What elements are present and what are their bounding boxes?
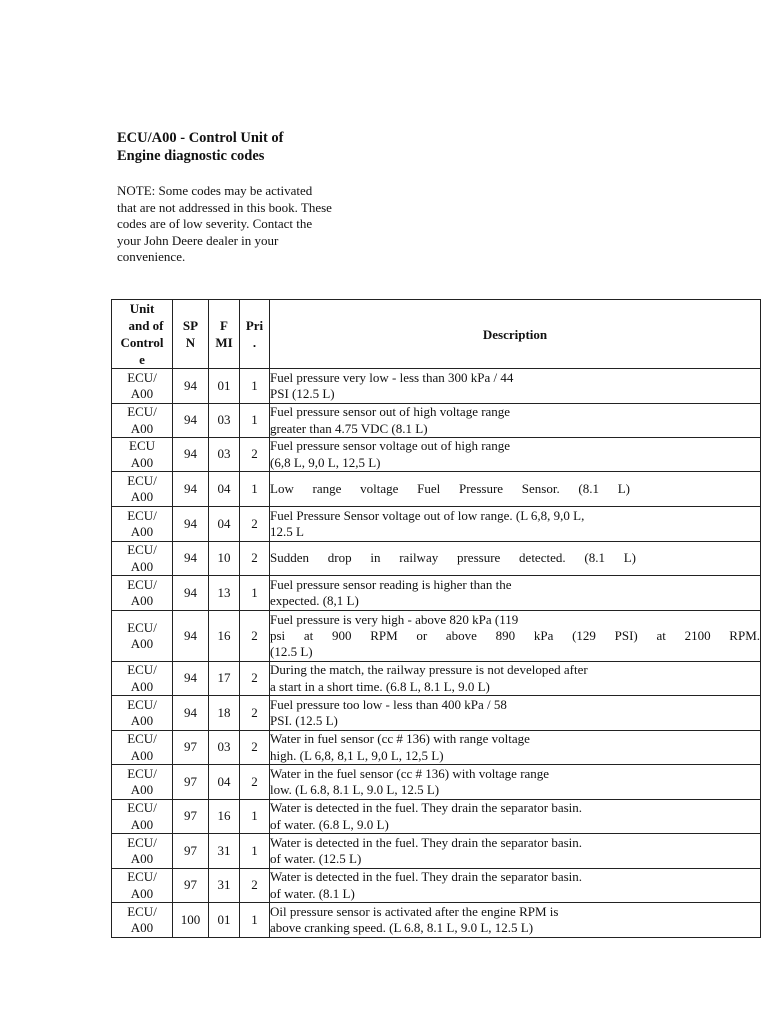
table-row <box>112 869 761 903</box>
description-cell: Fuel pressure sensor voltage out of high range (6,8 L, 9,0 L, 12,5 L) <box>270 438 761 472</box>
description-cell: Fuel pressure very low - less than 300 kPa / 44 PSI (12.5 L) <box>270 369 761 404</box>
fmi-cell: 03 <box>209 404 240 438</box>
priority-cell: 1 <box>240 369 270 404</box>
table-row <box>112 404 761 438</box>
table-row <box>112 800 761 834</box>
table-header-row <box>112 300 761 369</box>
priority-cell: 1 <box>240 834 270 869</box>
priority-cell: 2 <box>240 731 270 765</box>
note-line: codes are of low severity. Contact the <box>117 216 313 232</box>
table-row <box>112 765 761 800</box>
spn-cell: 97 <box>173 731 209 765</box>
column-header-description: Description <box>270 300 761 369</box>
unit-cell: ECU/ A00 <box>112 834 173 869</box>
table-row <box>112 507 761 542</box>
note-line: convenience. <box>117 249 186 265</box>
unit-cell: ECU/ A00 <box>112 765 173 800</box>
fmi-cell: 04 <box>209 472 240 507</box>
fmi-cell: 03 <box>209 731 240 765</box>
note-paragraph <box>117 183 357 266</box>
spn-cell: 94 <box>173 472 209 507</box>
description-cell: Water in fuel sensor (cc # 136) with range voltage high. (L 6,8, 8,1 L, 9,0 L, 12,5 L) <box>270 731 761 765</box>
title-line-2: Engine diagnostic codes <box>117 148 265 164</box>
spn-cell: 94 <box>173 576 209 611</box>
fmi-cell: 13 <box>209 576 240 611</box>
description-cell: Fuel Pressure Sensor voltage out of low range. (L 6,8, 9,0 L, 12.5 L <box>270 507 761 542</box>
unit-cell: ECU/ A00 <box>112 576 173 611</box>
column-header-spn: SP N <box>173 300 209 369</box>
column-header-priority: Pri . <box>240 300 270 369</box>
table-row <box>112 576 761 611</box>
priority-cell: 1 <box>240 903 270 938</box>
spn-cell: 100 <box>173 903 209 938</box>
unit-cell: ECU/ A00 <box>112 611 173 662</box>
note-line: your John Deere dealer in your <box>117 232 279 248</box>
fmi-cell: 04 <box>209 507 240 542</box>
note-line: that are not addressed in this book. These <box>117 199 332 215</box>
spn-cell: 97 <box>173 834 209 869</box>
table-row <box>112 834 761 869</box>
spn-cell: 94 <box>173 662 209 696</box>
description-cell: Fuel pressure is very high - above 820 kPa (119 psi at 900 RPM or above 890 kPa (129 PSI) at 2100 RPM. (12.5 L) <box>270 611 761 662</box>
unit-cell: ECU/ A00 <box>112 404 173 438</box>
spn-cell: 97 <box>173 765 209 800</box>
description-cell: Low range voltage Fuel Pressure Sensor. (8.1 L) <box>270 472 761 507</box>
unit-cell: ECU/ A00 <box>112 800 173 834</box>
priority-cell: 1 <box>240 404 270 438</box>
description-cell: Fuel pressure sensor reading is higher than the expected. (8,1 L) <box>270 576 761 611</box>
spn-cell: 97 <box>173 869 209 903</box>
column-header-fmi: F MI <box>209 300 240 369</box>
fmi-cell: 31 <box>209 834 240 869</box>
spn-cell: 94 <box>173 404 209 438</box>
description-cell: Water is detected in the fuel. They drain the separator basin. of water. (12.5 L) <box>270 834 761 869</box>
unit-cell: ECU/ A00 <box>112 472 173 507</box>
unit-cell: ECU/ A00 <box>112 696 173 731</box>
fmi-cell: 17 <box>209 662 240 696</box>
priority-cell: 1 <box>240 576 270 611</box>
unit-cell: ECU A00 <box>112 438 173 472</box>
unit-cell: ECU/ A00 <box>112 903 173 938</box>
table-row <box>112 662 761 696</box>
fmi-cell: 03 <box>209 438 240 472</box>
priority-cell: 2 <box>240 438 270 472</box>
spn-cell: 97 <box>173 800 209 834</box>
priority-cell: 2 <box>240 869 270 903</box>
priority-cell: 1 <box>240 800 270 834</box>
table-row <box>112 731 761 765</box>
spn-cell: 94 <box>173 542 209 576</box>
page-title <box>117 129 377 165</box>
fmi-cell: 16 <box>209 800 240 834</box>
fmi-cell: 18 <box>209 696 240 731</box>
priority-cell: 2 <box>240 611 270 662</box>
spn-cell: 94 <box>173 507 209 542</box>
table-row <box>112 438 761 472</box>
unit-cell: ECU/ A00 <box>112 731 173 765</box>
fmi-cell: 01 <box>209 369 240 404</box>
title-line-1: ECU/A00 - Control Unit of <box>117 130 284 146</box>
priority-cell: 2 <box>240 765 270 800</box>
spn-cell: 94 <box>173 696 209 731</box>
table-row <box>112 369 761 404</box>
spn-cell: 94 <box>173 438 209 472</box>
priority-cell: 1 <box>240 472 270 507</box>
priority-cell: 2 <box>240 507 270 542</box>
table-row <box>112 696 761 731</box>
description-cell: During the match, the railway pressure is not developed after a start in a short time. (6.8 L, 8.1 L, 9.0 L) <box>270 662 761 696</box>
unit-cell: ECU/ A00 <box>112 507 173 542</box>
fmi-cell: 31 <box>209 869 240 903</box>
table-row <box>112 903 761 938</box>
unit-cell: ECU/ A00 <box>112 869 173 903</box>
description-cell: Water in the fuel sensor (cc # 136) with voltage range low. (L 6.8, 8.1 L, 9.0 L, 12.5 L) <box>270 765 761 800</box>
priority-cell: 2 <box>240 542 270 576</box>
description-cell: Oil pressure sensor is activated after the engine RPM is above cranking speed. (L 6.8, 8.1 L, 9.0 L, 12.5 L) <box>270 903 761 938</box>
note-line: NOTE: Some codes may be activated <box>117 183 313 198</box>
priority-cell: 2 <box>240 662 270 696</box>
spn-cell: 94 <box>173 369 209 404</box>
description-cell: Fuel pressure too low - less than 400 kPa / 58 PSI. (12.5 L) <box>270 696 761 731</box>
description-cell: Water is detected in the fuel. They drain the separator basin. of water. (6.8 L, 9.0 L) <box>270 800 761 834</box>
column-header-unit: Unit and of Control e <box>112 300 173 369</box>
fmi-cell: 01 <box>209 903 240 938</box>
description-cell: Fuel pressure sensor out of high voltage range greater than 4.75 VDC (8.1 L) <box>270 404 761 438</box>
fmi-cell: 16 <box>209 611 240 662</box>
fmi-cell: 04 <box>209 765 240 800</box>
unit-cell: ECU/ A00 <box>112 369 173 404</box>
description-cell: Water is detected in the fuel. They drain the separator basin. of water. (8.1 L) <box>270 869 761 903</box>
priority-cell: 2 <box>240 696 270 731</box>
diagnostic-codes-table <box>111 299 761 938</box>
unit-cell: ECU/ A00 <box>112 542 173 576</box>
table-row <box>112 542 761 576</box>
unit-cell: ECU/ A00 <box>112 662 173 696</box>
fmi-cell: 10 <box>209 542 240 576</box>
description-cell: Sudden drop in railway pressure detected. (8.1 L) <box>270 542 761 576</box>
spn-cell: 94 <box>173 611 209 662</box>
table-row <box>112 611 761 662</box>
table-row <box>112 472 761 507</box>
